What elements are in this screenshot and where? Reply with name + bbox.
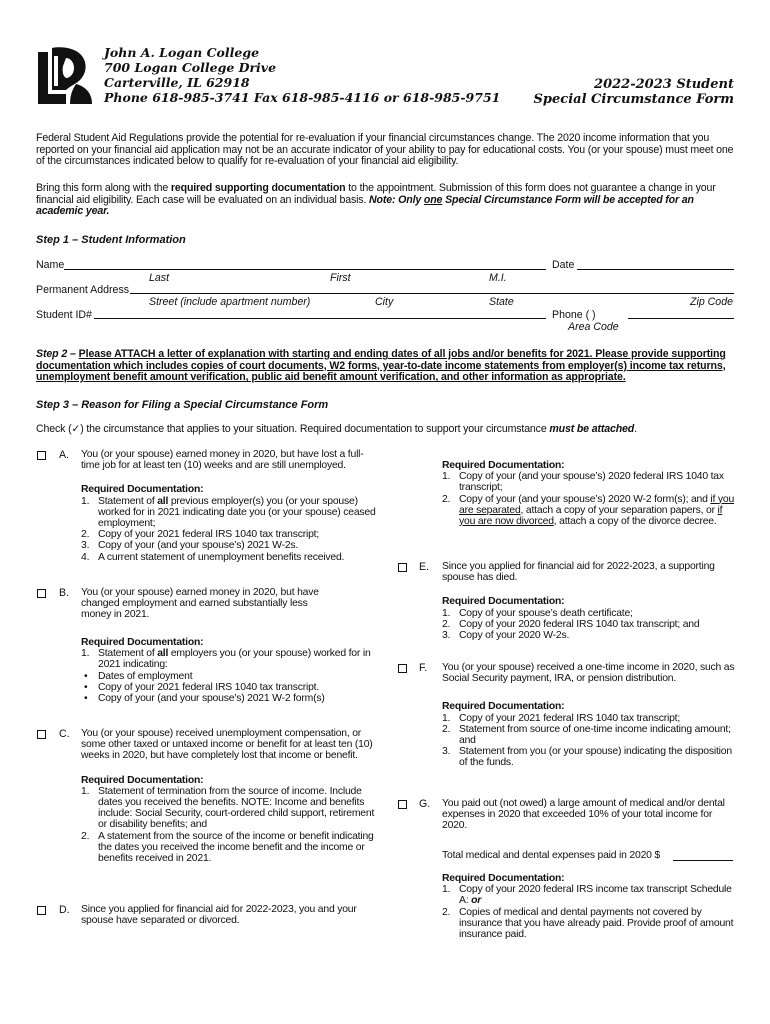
item-e-docs <box>442 608 738 642</box>
phone-field[interactable] <box>628 318 734 319</box>
address-sub-state: State <box>489 296 514 308</box>
item-e-letter: E. <box>419 561 430 573</box>
address-label: Permanent Address <box>36 284 130 296</box>
item-d-doc: 2. Copy of your (and your spouse’s) 2020 W-2 form(s); and if you are separated, attach a copy of your separation papers, or if you are now divorced, attach a copy of the divorce decree. <box>442 493 735 528</box>
item-b-bullet: • Copy of your (and your spouse’s) 2021 W-2 form(s) <box>81 693 377 704</box>
item-e-required-heading: Required Documentation: <box>442 596 565 608</box>
name-sub-first: First <box>330 272 351 284</box>
checkbox-b[interactable] <box>37 589 46 598</box>
item-e-doc: 3. Copy of your 2020 W-2s. <box>442 630 570 642</box>
checkbox-f[interactable] <box>398 664 407 673</box>
name-sub-last: Last <box>149 272 170 284</box>
intro-note <box>36 183 736 218</box>
item-g <box>442 798 738 832</box>
note-text: to the appointment. Submission of this form does not guarantee a change in your financial aid eligibility. Each case will be evaluated on an individual basis. <box>36 182 716 206</box>
item-f-doc: 3. Statement from you (or your spouse) indicating the disposition of the funds. <box>442 746 732 769</box>
checkbox-a[interactable] <box>37 451 46 460</box>
item-a-letter: A. <box>59 449 70 461</box>
item-d-docs-block <box>442 460 738 527</box>
student-id-field[interactable] <box>94 318 546 319</box>
item-c-letter: C. <box>59 728 70 740</box>
item-a-doc: 4. A current statement of unemployment benefits received. <box>81 551 345 563</box>
college-logo <box>36 46 94 106</box>
item-a-text: You (or your spouse) earned money in 2020, but have lost a full-time job for at least ten (10) weeks and are still unemployed. <box>81 449 364 472</box>
item-c-required-heading: Required Documentation: <box>81 774 204 786</box>
item-b-bullet: • Copy of your 2021 federal IRS 1040 tax transcript. <box>81 682 377 693</box>
area-code-sub: Area Code <box>568 321 619 333</box>
item-f-letter: F. <box>419 662 428 674</box>
item-f-required-heading: Required Documentation: <box>442 701 565 713</box>
item-g-text: You paid out (not owed) a large amount of medical and/or dental expenses in 2020 that exceeded 10% of your total income for 2020. <box>442 798 725 832</box>
item-b-doc: 1. Statement of all employers you (or your spouse) worked for in 2021 indicating: <box>81 648 371 671</box>
step2-text: Please ATTACH a letter of explanation with starting and ending dates of all jobs and/or benefits for 2021. Please provide supporting documentation which includes copies of court documents, W2 forms, year-to-date income statements from employer(s) income tax returns, unemployment benefit amount verification, public aid benefit amount verification, and other information as appropriate. <box>36 348 726 384</box>
step3-title: Step 3 – Reason for Filing a Special Circumstance Form <box>36 399 329 411</box>
item-a <box>81 449 377 563</box>
form-title-year: 2022-2023 Student <box>594 77 734 92</box>
item-f <box>442 662 738 769</box>
item-f-doc: 1. Copy of your 2021 federal IRS 1040 tax transcript; <box>442 712 681 724</box>
item-d-letter: D. <box>59 904 70 916</box>
item-c-doc: 2. A statement from the source of the income or benefit indicating the dates you received the income benefit and the income or benefits received in 2021. <box>81 830 374 865</box>
form-title: Special Circumstance Form <box>533 92 734 107</box>
address-sub-zip: Zip Code <box>690 296 733 308</box>
checkbox-g[interactable] <box>398 800 407 809</box>
item-g-docs-block <box>442 873 738 940</box>
item-b-letter: B. <box>59 587 70 599</box>
step3-instructions <box>36 424 736 436</box>
item-c-docs <box>81 786 377 864</box>
checkbox-d[interactable] <box>37 906 46 915</box>
item-d-docs <box>442 471 738 527</box>
item-c <box>81 728 377 864</box>
item-g-docs <box>442 884 738 940</box>
item-f-docs <box>442 713 738 769</box>
item-c-doc: 1. Statement of termination from the source of income. Include dates you received the benefits. NOTE: Income and benefits include: Social Security, court-ordered child support, retirement or disability benefits; and <box>81 785 375 831</box>
item-b-required-heading: Required Documentation: <box>81 637 204 648</box>
college-address-city: Carterville, IL 62918 <box>104 75 250 90</box>
item-d-doc: 1. Copy of your (and your spouse’s) 2020 federal IRS 1040 tax transcript; <box>442 471 724 494</box>
item-b-docs <box>81 648 377 670</box>
date-label: Date <box>552 259 575 271</box>
item-a-required-heading: Required Documentation: <box>81 484 204 496</box>
name-field[interactable] <box>64 269 546 270</box>
date-field[interactable] <box>577 269 734 270</box>
item-c-text: You (or your spouse) received unemployment compensation, or some other taxed or untaxed income or benefit for at least ten (10) weeks in 2020, but have completely lost that income or benefit. <box>81 728 373 762</box>
item-a-docs <box>81 496 377 563</box>
note-emphasis: required supporting documentation <box>170 182 346 194</box>
note-rest: Special Circumstance Form will be accepted for an academic year. <box>36 193 694 218</box>
checkbox-c[interactable] <box>37 730 46 739</box>
item-b <box>81 587 335 621</box>
intro-paragraph: Federal Student Aid Regulations provide the potential for re-evaluation if your financial circumstances change. The 2020 income information that you reported on your financial aid application may not be an accurate indicator of your ability to pay for educational costs. You (or your spouse) must meet one of the circumstances indicated below to qualify for re-evaluation of your financial aid eligibility. <box>36 132 734 168</box>
checkbox-e[interactable] <box>398 563 407 572</box>
item-b-bullet: • Dates of employment <box>81 671 377 682</box>
check-text: ) the circumstance that applies to your situation. Required documentation to support your circumstance <box>80 423 550 435</box>
step2-label: Step 2 – <box>36 348 79 360</box>
note-text: Bring this form along with the <box>36 182 171 194</box>
name-label: Name <box>36 259 65 271</box>
item-e-doc: 1. Copy of your spouse’s death certificate; <box>442 607 633 619</box>
check-text: . <box>634 423 637 435</box>
college-name: John A. Logan College <box>104 45 260 60</box>
item-g-doc: 2. Copies of medical and dental payments not covered by insurance that you have already paid. Provide proof of amount insurance paid. <box>442 906 734 941</box>
address-sub-street: Street (include apartment number) <box>149 296 311 308</box>
item-b-text: You (or your spouse) earned money in 2020, but have changed employment and earned substantially less money in 2021. <box>81 587 319 621</box>
item-f-doc: 2. Statement from source of one-time income indicating amount; and <box>442 723 731 747</box>
item-g-required-heading: Required Documentation: <box>442 873 565 884</box>
college-address-street: 700 Logan College Drive <box>104 60 277 75</box>
item-g-letter: G. <box>419 798 431 810</box>
note-one: one <box>423 193 443 206</box>
item-a-doc: 1. Statement of all previous employer(s) you (or your spouse) worked for in 2021 indicating date you (or your spouse) ceased employment; <box>81 495 376 530</box>
student-id-label: Student ID# <box>36 309 92 321</box>
item-e-doc: 2. Copy of your 2020 federal IRS 1040 tax transcript; and <box>442 618 700 630</box>
check-emphasis: must be attached <box>549 423 635 435</box>
item-d-text: Since you applied for financial aid for 2022-2023, you and your spouse have separated or divorced. <box>81 904 357 927</box>
checkmark-icon: ✓ <box>71 423 81 435</box>
item-a-doc: 3. Copy of your (and your spouse’s) 2021 W-2s. <box>81 540 299 552</box>
step2-instructions <box>36 349 736 384</box>
college-phone: Phone 618-985-3741 Fax 618-985-4116 or 618-985-9751 <box>104 90 501 105</box>
item-e-text: Since you applied for financial aid for 2022-2023, a supporting spouse has died. <box>442 561 715 584</box>
address-sub-city: City <box>375 296 394 308</box>
item-g-total-label: Total medical and dental expenses paid in 2020 $ <box>442 850 660 861</box>
step1-title: Step 1 – Student Information <box>36 234 186 246</box>
name-sub-mi: M.I. <box>489 272 507 284</box>
item-d-required-heading: Required Documentation: <box>442 460 565 471</box>
item-f-text: You (or your spouse) received a one-time income in 2020, such as Social Security payment, IRA, or pension distribution. <box>442 662 735 685</box>
item-b-bullets <box>81 671 377 705</box>
address-field[interactable] <box>130 293 734 294</box>
item-g-doc: 1. Copy of your 2020 federal IRS income tax transcript Schedule A: or <box>442 884 732 907</box>
check-text: Check ( <box>36 423 72 435</box>
phone-label: Phone ( ) <box>552 309 596 321</box>
item-g-total-field[interactable] <box>673 860 733 861</box>
item-e <box>442 561 738 641</box>
item-b-docs-block <box>81 637 377 704</box>
item-a-doc: 2. Copy of your 2021 federal IRS 1040 tax transcript; <box>81 529 320 541</box>
note-label: Note: Only <box>369 193 424 206</box>
